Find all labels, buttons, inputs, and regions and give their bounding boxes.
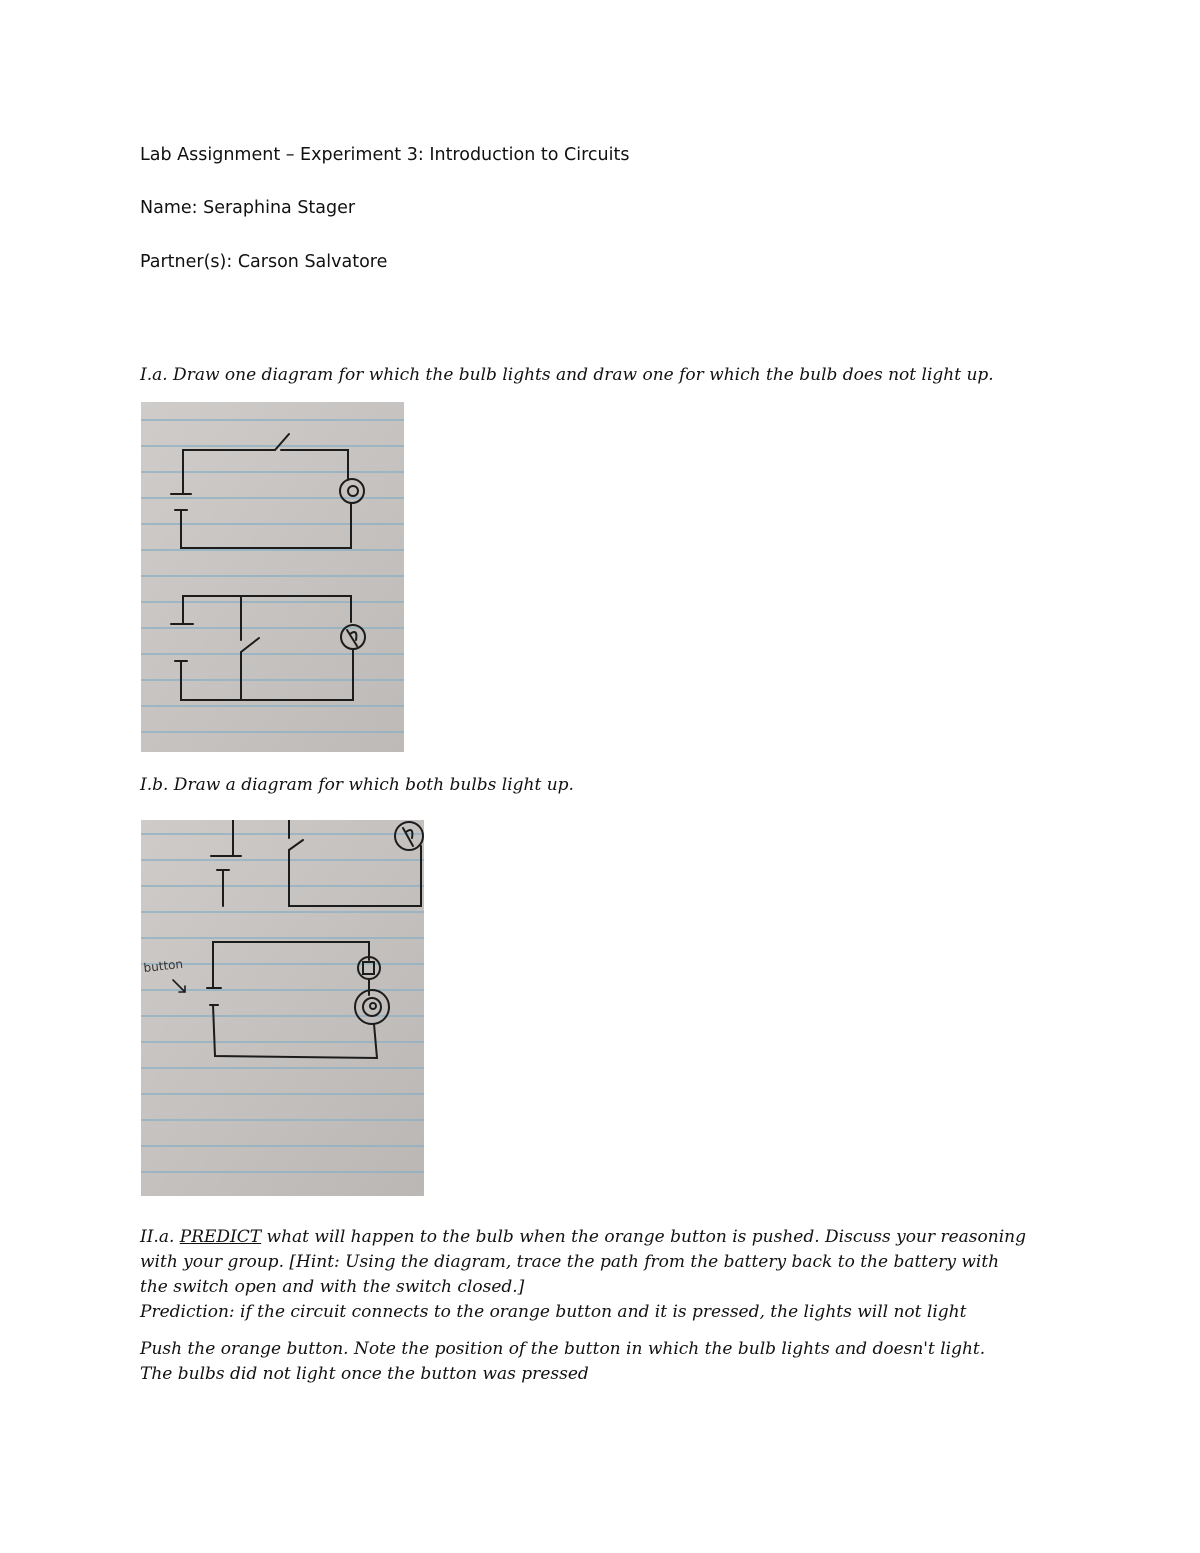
predict-word: PREDICT	[179, 1227, 262, 1247]
prompt-1a: I.a. Draw one diagram for which the bulb lights and draw one for which the bulb does not light up.	[140, 365, 994, 385]
instruction-push-button: Push the orange button. Note the position of the button in which the bulb lights and doesn't light.	[140, 1339, 986, 1359]
prompt-2a-line3: the switch open and with the switch closed.]	[140, 1277, 525, 1297]
prompt-2a-prefix: II.a.	[140, 1227, 180, 1247]
prompt-2a-line2: with your group. [Hint: Using the diagram, trace the path from the battery back to the battery with	[140, 1252, 1000, 1272]
student-name: Name: Seraphina Stager	[140, 198, 356, 218]
prompt-1b: I.b. Draw a diagram for which both bulbs light up.	[140, 775, 574, 795]
circuit-photo-1a	[141, 402, 404, 752]
partners: Partner(s): Carson Salvatore	[140, 252, 388, 272]
result-answer: The bulbs did not light once the button was pressed	[140, 1364, 589, 1384]
button-label-handwritten: button	[142, 956, 184, 975]
lab-title: Lab Assignment – Experiment 3: Introduction to Circuits	[140, 145, 630, 165]
prompt-2a-line1-rest: what will happen to the bulb when the orange button is pushed. Discuss your reasoning	[261, 1227, 1026, 1247]
circuit-photo-1b	[141, 820, 424, 1196]
prediction-answer: Prediction: if the circuit connects to the orange button and it is pressed, the lights will not light	[140, 1302, 967, 1322]
prompt-2a-line1	[140, 1227, 1026, 1247]
